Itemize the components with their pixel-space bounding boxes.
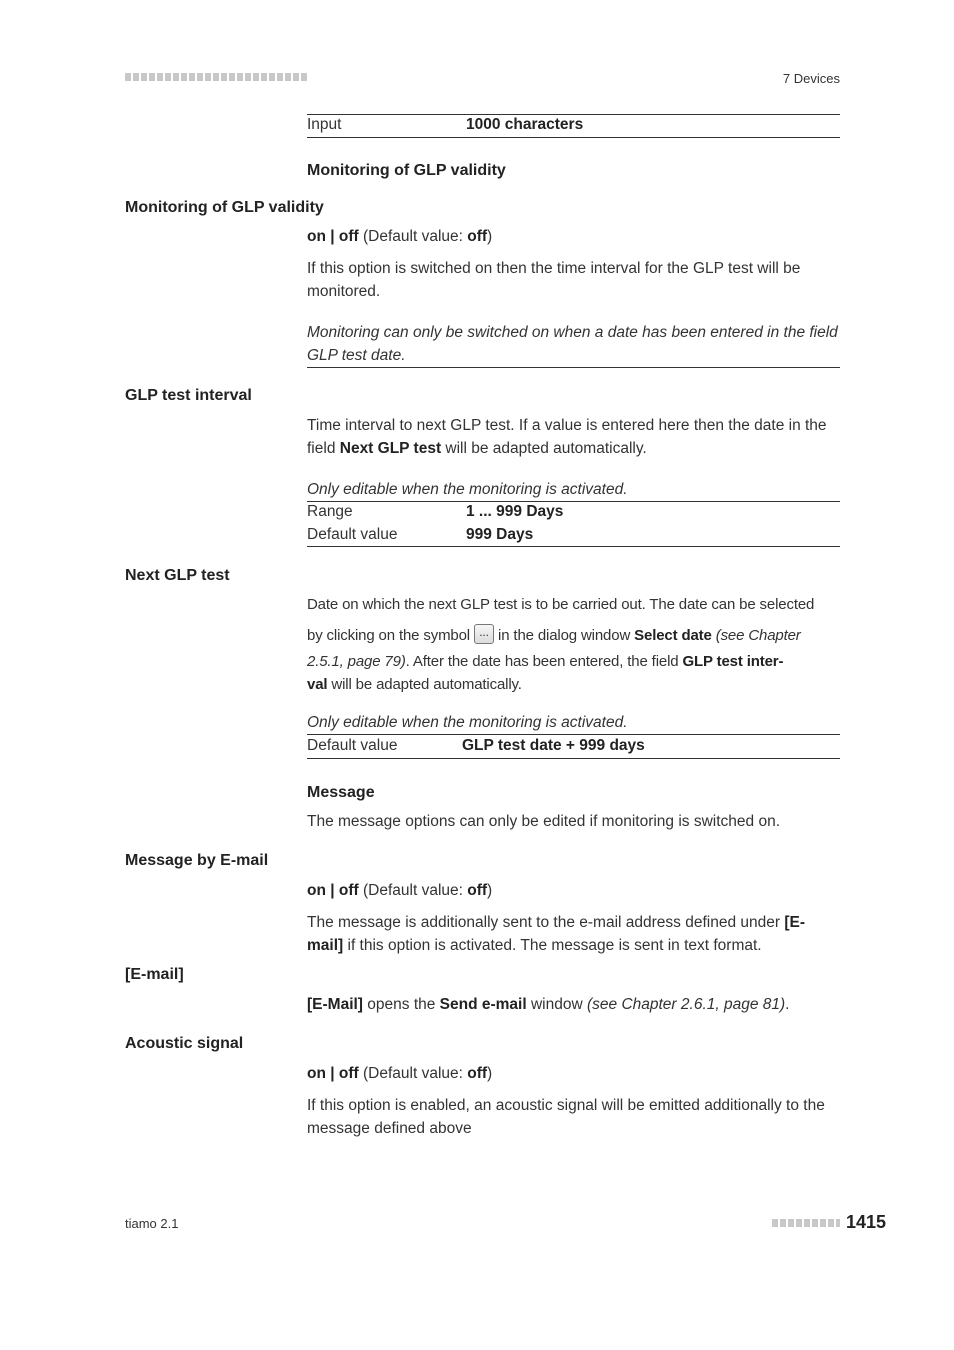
note-rule [307,367,840,368]
monitoring-description: If this option is switched on then the time interval for the GLP test will be monitored. [307,260,801,300]
next-test-default-row [307,735,840,757]
email-description: The message is additionally sent to the e-mail address defined under [E- mail] if this option is activated. The message is sent in text format. [307,914,806,954]
monitoring-options: on | off (Default value: off) [307,228,493,245]
header-decoration [125,73,307,81]
default-key: Default value [307,526,398,543]
page-number: 1415 [846,1212,887,1232]
section-heading-monitoring: Monitoring of GLP validity [307,162,506,179]
email-button-description: [E-Mail] opens the Send e-mail window (see Chapter 2.6.1, page 81). [307,996,790,1013]
acoustic-description: If this option is enabled, an acoustic signal will be emitted additionally to the message defined above [307,1097,825,1137]
interval-description: Time interval to next GLP test. If a value is entered here then the date in the field Next GLP test will be adapted automatically. [307,417,827,457]
default-value: 999 Days [466,526,534,543]
range-key: Range [307,503,353,520]
email-options: on | off (Default value: off) [307,882,493,899]
footer-decoration [772,1219,840,1227]
next-default-key: Default value [307,737,398,754]
message-description: The message options can only be edited if monitoring is switched on. [307,813,781,830]
next-default-value: GLP test date + 999 days [462,737,645,754]
parameter-label-interval: GLP test interval [125,387,252,404]
next-test-description: Date on which the next GLP test is to be carried out. The date can be selected by clicking on the symbol ... in the dialog window Select date (see Chapter 2.5.1, page 79). After the date has been entered, the field GLP test inter- val will be adapted automatically. [307,596,815,693]
interval-default-row [307,524,840,546]
table-rule-bottom [307,137,840,138]
interval-range-row [307,501,840,523]
section-heading-message: Message [307,784,375,801]
monitoring-note: Monitoring can only be switched on when a date has been entered in the field GLP test date. [307,324,838,364]
footer-product: tiamo 2.1 [125,1216,179,1231]
interval-note: Only editable when the monitoring is activated. [307,481,628,498]
parameter-label-email: Message by E-mail [125,852,269,869]
input-key: Input [307,116,342,133]
next-test-note: Only editable when the monitoring is activated. [307,714,628,731]
parameter-label-monitoring: Monitoring of GLP validity [125,199,324,216]
input-value: 1000 characters [466,116,584,133]
ellipsis-button-icon: ... [474,624,494,644]
range-value: 1 ... 999 Days [466,503,564,520]
next-test-rule-bottom [307,758,840,759]
input-row [307,114,840,136]
parameter-label-next-test: Next GLP test [125,567,230,584]
parameter-label-email-button: [E-mail] [125,966,184,983]
parameter-label-acoustic: Acoustic signal [125,1035,244,1052]
interval-table-rule-bottom [307,546,840,547]
chapter-title: 7 Devices [782,71,840,86]
acoustic-options: on | off (Default value: off) [307,1065,493,1082]
